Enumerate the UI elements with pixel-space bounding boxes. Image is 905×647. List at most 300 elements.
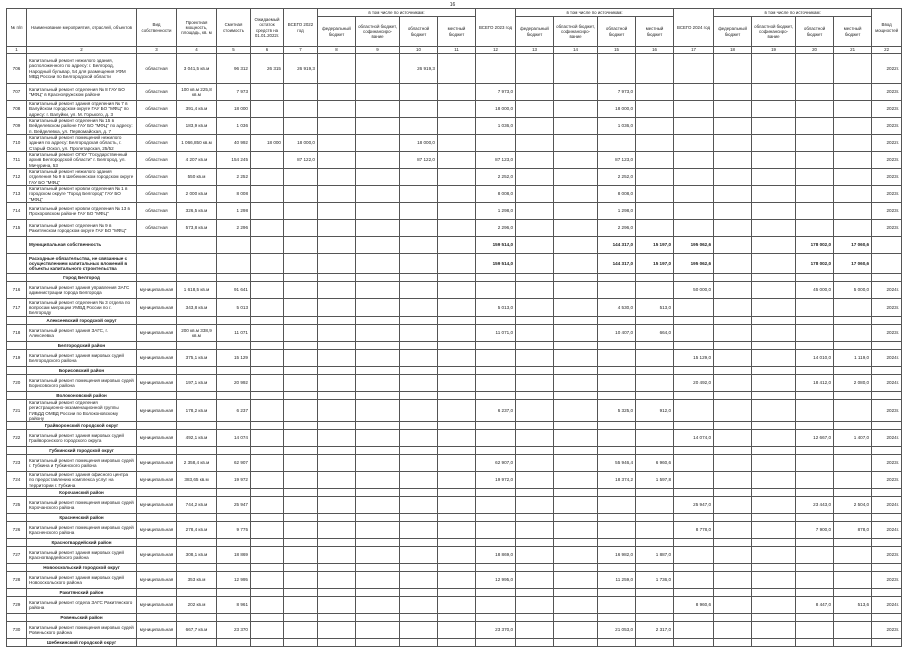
- table-cell: [516, 400, 554, 422]
- section-cell: [284, 614, 318, 622]
- section-cell: [137, 342, 177, 350]
- table-cell: [356, 350, 400, 367]
- section-cell: [834, 514, 872, 522]
- section-row: [7, 539, 902, 547]
- table-cell: [476, 282, 516, 299]
- table-cell: 1 597,8: [636, 472, 674, 489]
- table-cell: [554, 237, 598, 254]
- table-cell: [554, 597, 598, 614]
- table-cell: 7 973: [217, 84, 251, 101]
- table-cell: [554, 547, 598, 564]
- section-cell: [356, 489, 400, 497]
- header-local: местный бюджет: [834, 17, 872, 47]
- table-cell: [598, 350, 636, 367]
- table-cell: [714, 237, 752, 254]
- object-name-cell: Капитальный ремонт отделения № 15 в Вейделевском районе ГАУ БО "МФЦ" по адресу: п. Вейделевка, ул. Первомайская, д. 7: [27, 118, 137, 135]
- table-cell: [516, 522, 554, 539]
- table-cell: 12 995,0: [476, 572, 516, 589]
- table-cell: 87 123,0: [598, 152, 636, 169]
- section-cell: [598, 589, 636, 597]
- table-cell: 14 074: [217, 430, 251, 447]
- table-cell: [318, 220, 356, 237]
- table-cell: [714, 400, 752, 422]
- section-cell: [554, 367, 598, 375]
- object-name-cell: Капитальный ремонт помещения мировых судей Красненского района: [27, 522, 137, 539]
- table-cell: 62 907: [217, 455, 251, 472]
- section-cell: [598, 489, 636, 497]
- section-cell: [7, 317, 27, 325]
- table-cell: [516, 597, 554, 614]
- section-cell: [834, 342, 872, 350]
- table-cell: [356, 547, 400, 564]
- section-cell: [251, 564, 284, 572]
- table-cell: [251, 597, 284, 614]
- table-cell: [438, 84, 476, 101]
- header-cost: Сметная стоимость: [217, 9, 251, 47]
- column-number: 17: [674, 47, 714, 54]
- section-cell: [834, 317, 872, 325]
- table-cell: [516, 455, 554, 472]
- table-cell: муниципальная: [137, 325, 177, 342]
- section-cell: [137, 392, 177, 400]
- table-cell: [400, 522, 438, 539]
- header-expected: Ожидаемый остаток средств на 01.01.2022г.: [251, 9, 284, 47]
- table-cell: [356, 101, 400, 118]
- table-cell: [177, 237, 217, 254]
- table-cell: [752, 203, 796, 220]
- section-cell: [177, 317, 217, 325]
- section-row: [7, 274, 902, 282]
- table-cell: [318, 101, 356, 118]
- section-cell: [516, 489, 554, 497]
- table-cell: [714, 254, 752, 274]
- table-cell: областная: [137, 186, 177, 203]
- table-cell: [438, 430, 476, 447]
- table-cell: [284, 203, 318, 220]
- section-cell: [714, 342, 752, 350]
- table-cell: [752, 522, 796, 539]
- table-cell: 159 514,0: [476, 254, 516, 274]
- table-cell: [438, 254, 476, 274]
- table-cell: [318, 547, 356, 564]
- section-cell: [872, 342, 902, 350]
- object-name-cell: Капитальный ремонт кровли отделения № 1 в городском округе "Город Белгород" ГАУ БО "МФЦ": [27, 186, 137, 203]
- header-sources-2022: в том числе по источникам:: [318, 9, 476, 17]
- table-cell: [438, 375, 476, 392]
- table-cell: [752, 169, 796, 186]
- table-cell: 550 кв.м: [177, 169, 217, 186]
- table-cell: [476, 54, 516, 84]
- table-cell: [834, 84, 872, 101]
- table-cell: 2024г.: [872, 497, 902, 514]
- table-cell: [356, 282, 400, 299]
- object-name-cell: Капитальный ремонт здания мировых судей Красногвардейского района: [27, 547, 137, 564]
- table-cell: [7, 254, 27, 274]
- section-cell: [872, 274, 902, 282]
- table-cell: [674, 84, 714, 101]
- table-row: [7, 547, 902, 564]
- table-cell: 23 370,0: [476, 622, 516, 639]
- section-cell: [400, 539, 438, 547]
- section-cell: [516, 422, 554, 430]
- table-cell: областная: [137, 84, 177, 101]
- table-cell: 20 492,0: [674, 375, 714, 392]
- table-cell: [177, 254, 217, 274]
- section-cell: [516, 274, 554, 282]
- section-cell: [714, 447, 752, 455]
- table-cell: [714, 118, 752, 135]
- table-cell: [752, 572, 796, 589]
- table-cell: 6 237,0: [476, 400, 516, 422]
- table-cell: 2023г.: [872, 84, 902, 101]
- section-cell: [752, 317, 796, 325]
- section-cell: [554, 392, 598, 400]
- table-cell: [714, 522, 752, 539]
- table-cell: 144 317,0: [598, 254, 636, 274]
- section-cell: [251, 589, 284, 597]
- table-cell: [251, 522, 284, 539]
- section-cell: [598, 367, 636, 375]
- section-cell: [714, 539, 752, 547]
- object-name-cell: Капитальный ремонт кровли отделения № 13 в Прохоровском районе ГАУ БО "МФЦ": [27, 203, 137, 220]
- table-cell: [284, 299, 318, 317]
- table-cell: [554, 282, 598, 299]
- section-cell: [356, 447, 400, 455]
- table-cell: 2 317,0: [636, 622, 674, 639]
- table-cell: 17 060,6: [834, 237, 872, 254]
- table-cell: [752, 135, 796, 152]
- table-cell: муниципальная: [137, 597, 177, 614]
- header-name: Наименование мероприятия, отраслей, объектов: [27, 9, 137, 47]
- table-cell: 8 778,0: [674, 522, 714, 539]
- section-cell: [318, 614, 356, 622]
- column-number: 18: [714, 47, 752, 54]
- table-cell: [752, 547, 796, 564]
- table-cell: 718: [7, 325, 27, 342]
- table-cell: 45 000,0: [796, 282, 834, 299]
- section-cell: [834, 274, 872, 282]
- header-federal: федеральный бюджет: [714, 17, 752, 47]
- table-cell: [318, 597, 356, 614]
- table-cell: [752, 597, 796, 614]
- section-cell: [834, 422, 872, 430]
- table-cell: [356, 497, 400, 514]
- section-cell: [752, 539, 796, 547]
- table-cell: [834, 152, 872, 169]
- header-local: местный бюджет: [438, 17, 476, 47]
- section-cell: [137, 589, 177, 597]
- table-cell: [636, 497, 674, 514]
- section-cell: [476, 274, 516, 282]
- table-cell: [554, 622, 598, 639]
- section-cell: [752, 274, 796, 282]
- section-cell: [674, 614, 714, 622]
- section-cell: [7, 539, 27, 547]
- section-cell: [7, 489, 27, 497]
- table-cell: [318, 135, 356, 152]
- table-cell: [796, 54, 834, 84]
- table-cell: 154 245: [217, 152, 251, 169]
- table-cell: [796, 186, 834, 203]
- table-cell: [516, 135, 554, 152]
- table-cell: [356, 118, 400, 135]
- table-cell: 96 312: [217, 54, 251, 84]
- column-number: 20: [796, 47, 834, 54]
- section-cell: [177, 392, 217, 400]
- table-cell: [400, 118, 438, 135]
- table-cell: 326,5 кв.м: [177, 203, 217, 220]
- table-cell: [438, 400, 476, 422]
- table-cell: 18 000,0: [476, 101, 516, 118]
- table-cell: [318, 430, 356, 447]
- table-cell: 713: [7, 186, 27, 203]
- investment-table: [6, 8, 902, 647]
- table-cell: [636, 350, 674, 367]
- table-cell: [284, 597, 318, 614]
- table-cell: [796, 152, 834, 169]
- table-cell: [356, 522, 400, 539]
- table-cell: [636, 54, 674, 84]
- table-cell: [796, 84, 834, 101]
- section-cell: [356, 589, 400, 597]
- section-title: Волоконовский район: [27, 392, 137, 400]
- table-cell: [796, 622, 834, 639]
- section-row: [7, 614, 902, 622]
- header-regional-cofin: областной бюджет, софинансиро-вание: [554, 17, 598, 47]
- table-cell: [516, 497, 554, 514]
- table-cell: [554, 254, 598, 274]
- section-cell: [516, 614, 554, 622]
- table-cell: 20 992: [217, 375, 251, 392]
- table-cell: [400, 299, 438, 317]
- table-cell: [752, 220, 796, 237]
- table-cell: [251, 152, 284, 169]
- table-cell: 7 973,0: [598, 84, 636, 101]
- table-cell: 19 972: [217, 472, 251, 489]
- table-cell: 1 066,850 кв.м: [177, 135, 217, 152]
- table-cell: [400, 220, 438, 237]
- table-cell: [400, 547, 438, 564]
- table-row: [7, 472, 902, 489]
- table-cell: 308,1 кв.м: [177, 547, 217, 564]
- table-cell: [318, 522, 356, 539]
- section-cell: [674, 342, 714, 350]
- table-cell: [356, 622, 400, 639]
- table-row: [7, 152, 902, 169]
- table-cell: [284, 254, 318, 274]
- table-cell: [516, 622, 554, 639]
- table-cell: 1 407,0: [834, 430, 872, 447]
- section-title: Шебекинский городской округ: [27, 639, 137, 647]
- section-cell: [796, 539, 834, 547]
- section-cell: [834, 614, 872, 622]
- table-cell: [516, 220, 554, 237]
- table-cell: [674, 325, 714, 342]
- object-name-cell: Капитальный ремонт нежилого здания отделения № 9 в Шебекинском городском округе ГАУ БО "МФЦ": [27, 169, 137, 186]
- section-title: Губкинский городской округ: [27, 447, 137, 455]
- column-number: 4: [177, 47, 217, 54]
- table-cell: [251, 430, 284, 447]
- section-cell: [251, 317, 284, 325]
- section-cell: [752, 392, 796, 400]
- table-cell: 11 071: [217, 325, 251, 342]
- table-cell: [284, 522, 318, 539]
- section-cell: [834, 392, 872, 400]
- table-cell: [674, 203, 714, 220]
- section-row: [7, 514, 902, 522]
- table-cell: [516, 299, 554, 317]
- table-cell: [714, 622, 752, 639]
- column-number: 11: [438, 47, 476, 54]
- table-cell: [834, 472, 872, 489]
- table-cell: [516, 254, 554, 274]
- table-cell: [516, 152, 554, 169]
- table-cell: [400, 375, 438, 392]
- table-cell: [251, 186, 284, 203]
- table-cell: [251, 572, 284, 589]
- section-cell: [834, 589, 872, 597]
- table-cell: [438, 472, 476, 489]
- table-cell: 2024г.: [872, 597, 902, 614]
- section-cell: [872, 514, 902, 522]
- section-cell: [674, 564, 714, 572]
- section-cell: [476, 489, 516, 497]
- table-cell: [834, 622, 872, 639]
- section-cell: [636, 274, 674, 282]
- object-name-cell: Капитальный ремонт отделения № 8 ГАУ БО "МФЦ" в Краснояружском районе: [27, 84, 137, 101]
- section-cell: [318, 489, 356, 497]
- section-cell: [598, 539, 636, 547]
- table-cell: 21 053,0: [598, 622, 636, 639]
- table-cell: 23 370: [217, 622, 251, 639]
- section-cell: [636, 614, 674, 622]
- section-cell: [137, 367, 177, 375]
- object-name-cell: Капитальный ремонт здания офисного центра по предоставлению комплекса услуг на территории г. Губкина: [27, 472, 137, 489]
- table-cell: [356, 572, 400, 589]
- section-cell: [177, 367, 217, 375]
- section-cell: [674, 367, 714, 375]
- table-cell: муниципальная: [137, 497, 177, 514]
- table-cell: [400, 572, 438, 589]
- section-cell: [636, 539, 674, 547]
- section-cell: [356, 514, 400, 522]
- table-cell: 2 296,0: [476, 220, 516, 237]
- section-row: [7, 317, 902, 325]
- section-cell: [674, 392, 714, 400]
- section-cell: [284, 564, 318, 572]
- table-row: [7, 101, 902, 118]
- table-cell: 1 298: [217, 203, 251, 220]
- table-cell: [516, 84, 554, 101]
- section-cell: [217, 367, 251, 375]
- header-capacity: Проектная мощность, площадь, кв. м: [177, 9, 217, 47]
- section-cell: [318, 274, 356, 282]
- section-cell: [598, 317, 636, 325]
- column-number: 14: [554, 47, 598, 54]
- table-row: [7, 186, 902, 203]
- table-cell: [796, 169, 834, 186]
- section-cell: [284, 342, 318, 350]
- section-cell: [796, 392, 834, 400]
- section-cell: [7, 274, 27, 282]
- section-cell: [400, 589, 438, 597]
- section-cell: [636, 367, 674, 375]
- section-cell: [636, 422, 674, 430]
- column-number: 6: [251, 47, 284, 54]
- table-cell: [752, 325, 796, 342]
- table-cell: [438, 237, 476, 254]
- table-cell: [251, 237, 284, 254]
- table-cell: 6 960,6: [636, 455, 674, 472]
- section-cell: [7, 589, 27, 597]
- table-cell: [554, 54, 598, 84]
- table-cell: [318, 186, 356, 203]
- object-name-cell: Капитальный ремонт отделения № 9 в Ракитянском городском округе ГАУ БО "МФЦ": [27, 220, 137, 237]
- table-cell: [318, 299, 356, 317]
- table-cell: [554, 220, 598, 237]
- section-cell: [752, 514, 796, 522]
- table-cell: [356, 325, 400, 342]
- table-cell: [674, 135, 714, 152]
- table-cell: [834, 547, 872, 564]
- table-cell: 2023г.: [872, 186, 902, 203]
- section-cell: [177, 447, 217, 455]
- table-cell: 26 919,3: [284, 54, 318, 84]
- table-cell: [554, 84, 598, 101]
- table-cell: [318, 400, 356, 422]
- table-row: [7, 84, 902, 101]
- section-cell: [318, 392, 356, 400]
- table-cell: [318, 152, 356, 169]
- header-regional-cofin: областной бюджет, софинансиро-вание: [752, 17, 796, 47]
- table-cell: 18 000,0: [598, 101, 636, 118]
- table-cell: [356, 186, 400, 203]
- table-cell: [251, 84, 284, 101]
- section-cell: [554, 342, 598, 350]
- table-cell: 513,6: [834, 597, 872, 614]
- table-cell: [284, 101, 318, 118]
- object-name-cell: Капитальный ремонт здания ЗАГС, г. Алексеевка: [27, 325, 137, 342]
- table-cell: 19 972,0: [476, 472, 516, 489]
- table-cell: [284, 375, 318, 392]
- section-cell: [598, 447, 636, 455]
- section-cell: [177, 489, 217, 497]
- table-cell: 18 000,0: [400, 135, 438, 152]
- section-cell: [177, 539, 217, 547]
- table-cell: [400, 282, 438, 299]
- table-cell: 1 036,0: [476, 118, 516, 135]
- table-cell: [636, 282, 674, 299]
- section-cell: [598, 422, 636, 430]
- table-cell: [796, 118, 834, 135]
- table-cell: [752, 455, 796, 472]
- table-row: [7, 622, 902, 639]
- table-cell: [476, 597, 516, 614]
- table-cell: 721: [7, 400, 27, 422]
- section-cell: [356, 317, 400, 325]
- section-cell: [356, 422, 400, 430]
- table-cell: [674, 572, 714, 589]
- table-cell: 729: [7, 597, 27, 614]
- table-cell: 18 000: [251, 135, 284, 152]
- table-cell: [284, 169, 318, 186]
- table-cell: [872, 237, 902, 254]
- table-cell: 383,65 кв.м: [177, 472, 217, 489]
- header-federal: федеральный бюджет: [516, 17, 554, 47]
- table-row: [7, 135, 902, 152]
- section-cell: [516, 392, 554, 400]
- table-cell: 722: [7, 430, 27, 447]
